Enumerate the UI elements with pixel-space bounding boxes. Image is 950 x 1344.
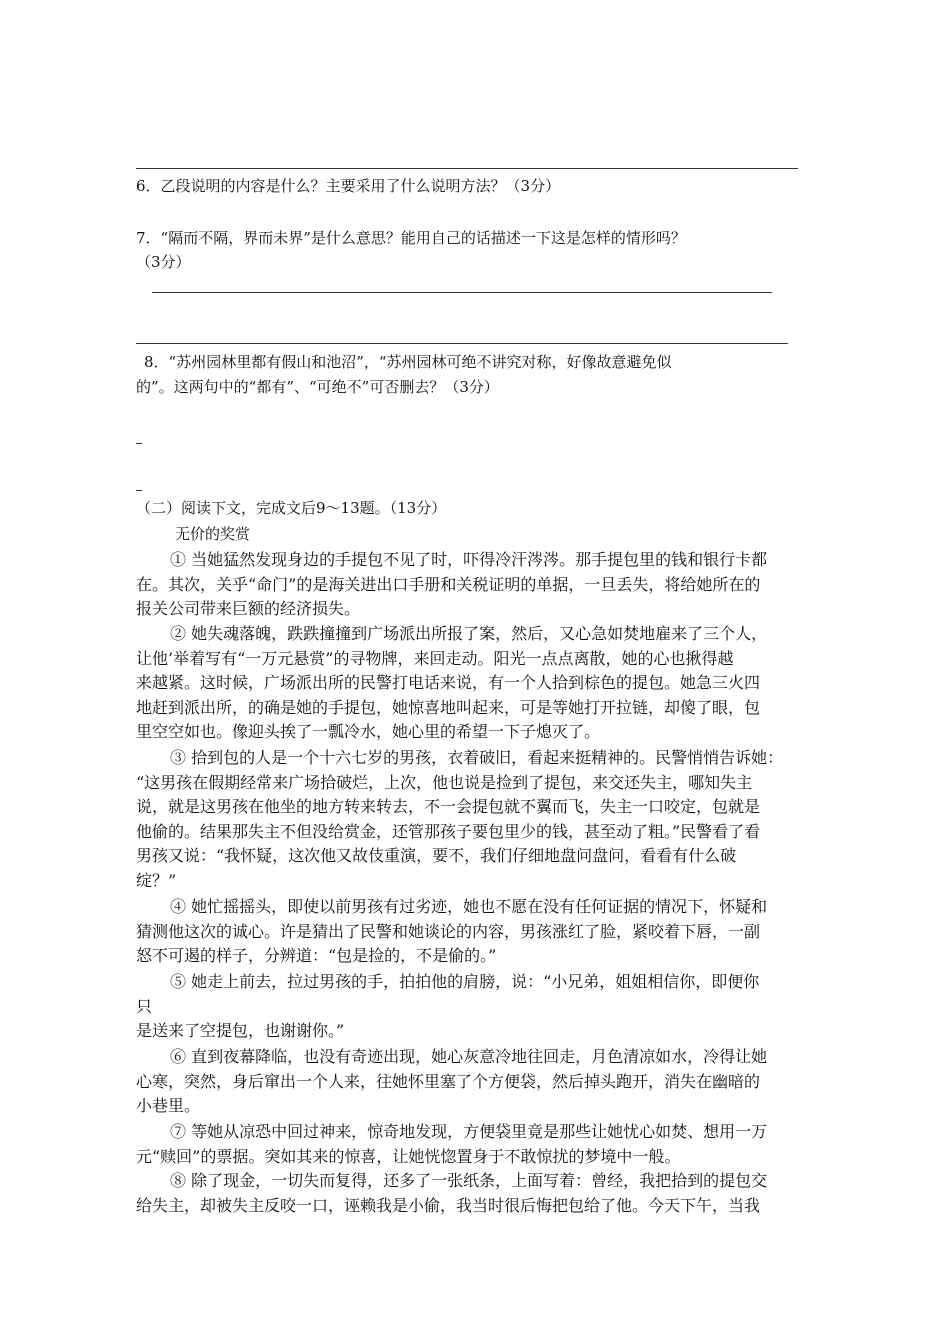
article-line: 只 [136, 996, 153, 1016]
article-line: 心寒，突然，身后窜出一个人来，往她怀里塞了个方便袋，然后掉头跑开，消失在幽暗的 [136, 1071, 761, 1091]
article-line: 地赶到派出所，的确是她的手提包，她惊喜地叫起来，可是等她打开拉链，却傻了眼，包 [136, 697, 761, 717]
article-line: 猜测他这次的诚心。许是猜出了民警和她谈论的内容，男孩涨红了脸，紧咬着下唇，一副 [136, 921, 761, 941]
article-line: 让他’举着写有“一万元悬赏”的寻物牌，来回走动。阳光一点点离散，她的心也揪得越 [136, 648, 734, 668]
answer-line-q7-1 [152, 292, 772, 293]
article-line: ④ 她忙摇摇头，即使以前男孩有过劣迹，她也不愿在没有任何证据的情况下，怀疑和 [170, 897, 768, 916]
article-line: “这男孩在假期经常来广场拾破烂，上次，他也说是捡到了提包，来交还失主，哪知失主 [136, 772, 753, 792]
article-line: ① 当她猛然发现身边的手提包不见了时，吓得冷汗涔涔。那手提包里的钱和银行卡都 [170, 550, 768, 569]
article-line: 怒不可遏的样子，分辨道：“包是捡的，不是偷的。” [136, 946, 497, 965]
article-title: 无价的奖赏 [175, 525, 251, 543]
article-line: 给失主，却被失主反咬一口，诬赖我是小偷，我当时很后悔把包给了他。今天下午，当我 [136, 1195, 761, 1215]
article-line: ③ 拾到包的人是一个十六七岁的男孩，衣着破旧，看起来挺精神的。民警悄悄告诉她： [170, 748, 784, 767]
question-7-line-1: 7．“隔而不隔，界而未界”是什么意思？能用自己的话描述一下这是怎样的情形吗？ [136, 229, 686, 247]
question-8-line-2: 的”。这两句中的“都有”、“可绝不”可否删去？（3分） [136, 378, 499, 396]
article-line: 小巷里。 [136, 1096, 201, 1115]
question-8-line-1: 8．“苏州园林里都有假山和池沼”，“苏州园林可绝不讲究对称，好像故意避免似 [144, 353, 672, 371]
article-line: 是送来了空提包，也谢谢你。” [136, 1021, 345, 1040]
article-line: 绽？” [136, 870, 177, 890]
article-line: 报关公司带来巨额的经济损失。 [136, 599, 361, 618]
answer-blank-2 [136, 490, 142, 491]
article-line: ⑤ 她走上前去，拉过男孩的手，拍拍他的肩膀，说：“小兄弟，姐姐相信你，即便你 [170, 972, 760, 991]
article-line: 在。其次，关乎“命门”的是海关进出口手册和关税证明的单据，一旦丢失，将给她所在的 [136, 574, 761, 594]
article-line: 他偷的。结果那失主不但没给赏金，还管那孩子要包里少的钱，甚至动了粗。”民警看了看 [136, 821, 761, 841]
article-line: ⑦ 等她从凉恐中回过神来，惊奇地发现，方便袋里竟是那些让她忧心如焚、想用一万 [170, 1122, 768, 1141]
question-6: 6．乙段说明的内容是什么？主要采用了什么说明方法？（3分） [136, 177, 561, 195]
article-line: 元“赎回”的票据。突如其来的惊喜，让她恍惚置身于不敢惊扰的梦境中一般。 [136, 1146, 681, 1166]
article-line: ② 她失魂落魄，跌跌撞撞到广场派出所报了案，然后，又心急如焚地雇来了三个人， [170, 624, 768, 643]
answer-line-top [136, 168, 798, 169]
answer-line-q7-2 [136, 343, 788, 344]
article-line: 说，就是这男孩在他坐的地方转来转去，不一会提包就不翼而飞，失主一口咬定，包就是 [136, 797, 761, 816]
question-7-line-2: （3分） [136, 253, 191, 271]
article-line: 男孩又说：“我怀疑，这次他又故伎重演，要不，我们仔细地盘问盘问，看看有什么破 [136, 846, 737, 865]
article-line: 里空空如也。像迎头挨了一瓢冷水，她心里的希望一下子熄灭了。 [136, 722, 601, 741]
article-line: ⑧ 除了现金，一切失而复得，还多了一张纸条，上面写着：曾经，我把拾到的提包交 [170, 1171, 768, 1190]
answer-blank-1 [136, 443, 142, 444]
section-header: （二）阅读下文，完成文后9～13题。（13分） [136, 499, 447, 517]
article-line: 来越紧。这时候，广场派出所的民警打电话来说，有一个人拾到棕色的提包。她急三火四 [136, 673, 761, 692]
article-line: ⑥ 直到夜幕降临，也没有奇迹出现，她心灰意冷地往回走，月色清凉如水，冷得让她 [170, 1047, 768, 1066]
